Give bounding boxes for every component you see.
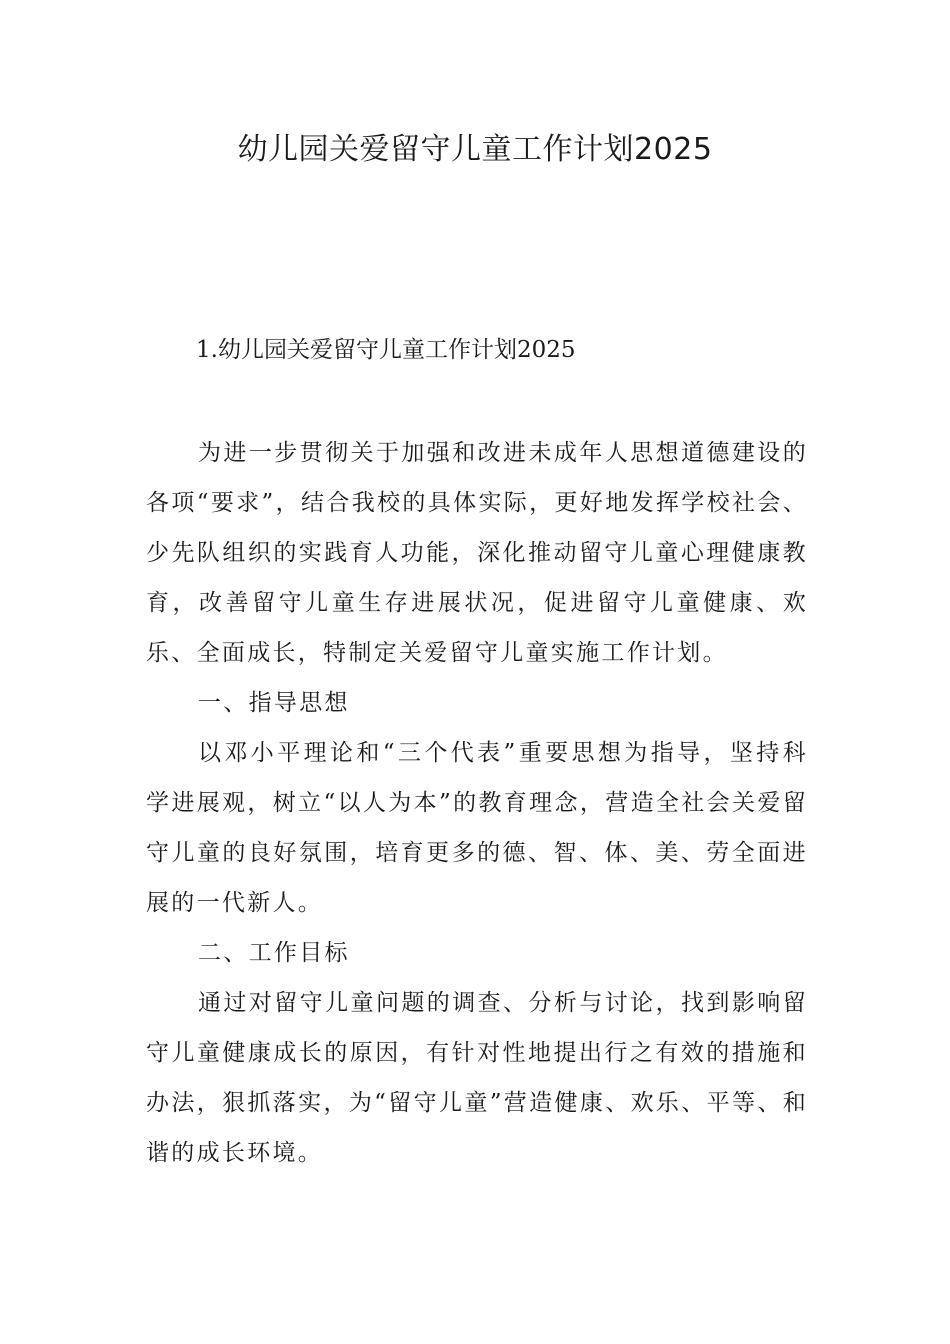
section-heading-guiding-ideology: 一、指导思想 [198,690,350,716]
intro-paragraph: 为进一步贯彻关于加强和改进未成年人思想道德建设的各项“要求”，结合我校的具体实际，更好地发挥学校社会、少先队组织的实践育人功能，深化推动留守儿童心理健康教育，改善留守儿童生存进展状况，促进留守儿童健康、欢乐、全面成长，特制定关爱留守儿童实施工作计划。 [146,440,808,666]
section-heading-work-goals: 二、工作目标 [198,940,350,966]
work-goals-paragraph: 通过对留守儿童问题的调查、分析与讨论，找到影响留守儿童健康成长的原因，有针对性地提出行之有效的措施和办法，狠抓落实，为“留守儿童”营造健康、欢乐、平等、和谐的成长环境。 [146,990,808,1166]
guiding-ideology-paragraph: 以邓小平理论和“三个代表”重要思想为指导，坚持科学进展观，树立“以人为本”的教育理念，营造全社会关爱留守儿童的良好氛围，培育更多的德、智、体、美、劳全面进展的一代新人。 [146,740,808,916]
document-title: 幼儿园关爱留守儿童工作计划2025 [237,132,713,167]
document-body [146,428,808,1178]
section-subheading: 1.幼儿园关爱留守儿童工作计划2025 [196,337,576,363]
